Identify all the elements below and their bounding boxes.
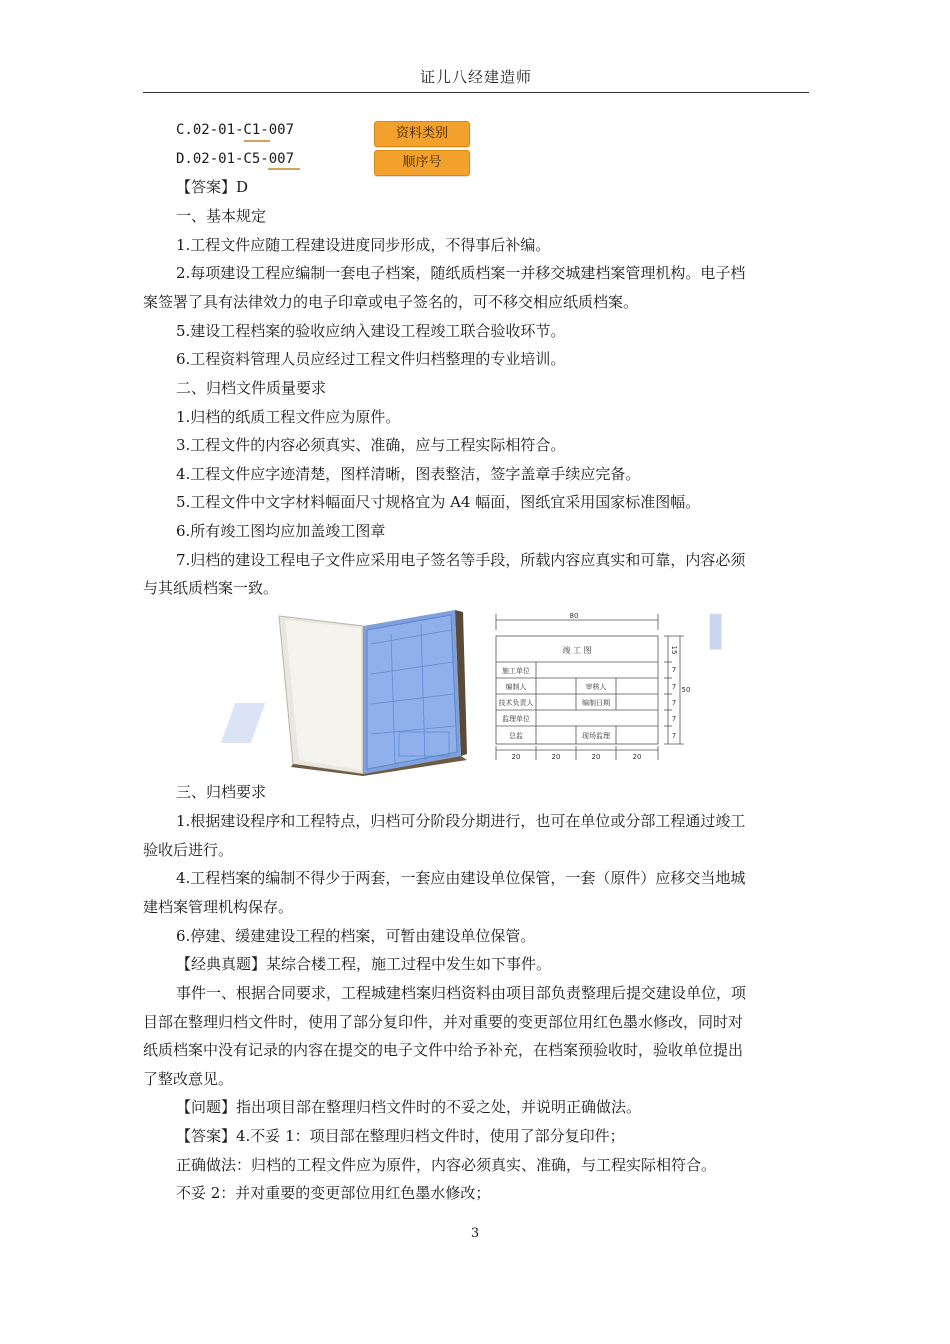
sec2-p7b: 与其纸质档案一致。 <box>143 579 279 597</box>
sec3-p4b: 建档案管理机构保存。 <box>143 898 294 916</box>
stamp-dim-total: 50 <box>681 686 691 694</box>
stamp-dim-bottom-3: 20 <box>591 753 601 761</box>
stamp-row-5: 总监 <box>509 732 523 740</box>
sec3-p1a: 1.根据建设程序和工程特点，归档可分阶段分期进行，也可在单位或分部工程通过竣工 <box>176 812 746 830</box>
section3-title: 三、归档要求 <box>176 783 267 801</box>
tag-category: 资料类别 <box>374 121 470 147</box>
stamp-row-4: 监理单位 <box>502 715 530 723</box>
option-c-text: C.02-01-C1-007 <box>176 122 295 138</box>
stamp-row-2: 编制人 <box>505 683 527 691</box>
watermark-shape-right: ▌ <box>710 615 734 650</box>
sec1-p2a: 2.每项建设工程应编制一套电子档案，随纸质档案一并移交城建档案管理机构。电子档 <box>176 264 746 282</box>
sec1-p6: 6.工程资料管理人员应经过工程文件归档整理的专业培训。 <box>176 350 566 368</box>
sec2-p5: 5.工程文件中文字材料幅面尺寸规格宜为 A4 幅面，图纸宜采用国家标准图幅。 <box>176 493 701 511</box>
stamp-dim-right-4: 7 <box>671 699 677 707</box>
sec1-p2b: 案签署了具有法律效力的电子印章或电子签名的，可不移交相应纸质档案。 <box>143 293 639 311</box>
page-header-title: 证儿八经建造师 <box>419 68 532 86</box>
stamp-dim-right-2: 7 <box>671 666 677 674</box>
watermark-shape-left <box>221 703 266 743</box>
stamp-dim-bottom-2: 20 <box>551 753 561 761</box>
exam-answer-2: 正确做法：归档的工程文件应为原件，内容必须真实、准确，与工程实际相符合。 <box>176 1156 717 1174</box>
section1-title: 一、基本规定 <box>176 207 267 225</box>
stamp-dim-right-5: 7 <box>671 715 677 723</box>
sec3-p6: 6.停建、缓建建设工程的档案，可暂由建设单位保管。 <box>176 927 536 945</box>
exam-answer-3: 不妥 2：并对重要的变更部位用红色墨水修改； <box>176 1184 491 1202</box>
sec3-p4a: 4.工程档案的编制不得少于两套，一套应由建设单位保管，一套（原件）应移交当地城 <box>176 869 746 887</box>
completion-stamp-diagram <box>488 610 694 768</box>
stamp-dim-right-6: 7 <box>671 732 677 740</box>
option-d <box>176 149 294 169</box>
option-c-underline <box>244 140 270 142</box>
stamp-dim-right-1: 15 <box>670 645 678 655</box>
section2-title: 二、归档文件质量要求 <box>176 379 327 397</box>
stamp-row-3: 技术负责人 <box>498 699 534 707</box>
option-c <box>176 120 294 140</box>
option-d-underline <box>268 168 300 170</box>
stamp-dim-bottom-1: 20 <box>511 753 521 761</box>
exam-event-line4: 了整改意见。 <box>143 1070 234 1088</box>
stamp-mid-1: 审核人 <box>585 683 607 691</box>
sec2-p3: 3.工程文件的内容必须真实、准确，应与工程实际相符合。 <box>176 436 566 454</box>
header-divider <box>143 92 809 93</box>
stamp-dim-right-3: 7 <box>671 683 677 691</box>
binder-photo <box>271 604 467 776</box>
stamp-dim-top: 80 <box>569 612 579 620</box>
sec2-p1: 1.归档的纸质工程文件应为原件。 <box>176 408 401 426</box>
sec2-p6: 6.所有竣工图均应加盖竣工图章 <box>176 522 386 540</box>
exam-answer-1: 【答案】4.不妥 1：项目部在整理归档文件时，使用了部分复印件； <box>176 1127 625 1145</box>
exam-intro: 【经典真题】某综合楼工程，施工过程中发生如下事件。 <box>176 955 552 973</box>
stamp-title: 竣 工 图 <box>562 646 592 655</box>
exam-event-line3: 纸质档案中没有记录的内容在提交的电子文件中给予补充，在档案预验收时，验收单位提出 <box>143 1041 744 1059</box>
exam-event-line1: 事件一、根据合同要求，工程城建档案归档资料由项目部负责整理后提交建设单位，项 <box>176 984 747 1002</box>
sec2-p4: 4.工程文件应字迹清楚，图样清晰，图表整洁，签字盖章手续应完备。 <box>176 465 641 483</box>
sec2-p7a: 7.归档的建设工程电子文件应采用电子签名等手段，所载内容应真实和可靠，内容必须 <box>176 551 746 569</box>
stamp-row-1: 施工单位 <box>502 667 530 675</box>
exam-question: 【问题】指出项目部在整理归档文件时的不妥之处，并说明正确做法。 <box>176 1098 642 1116</box>
exam-event-line2: 目部在整理归档文件时，使用了部分复印件，并对重要的变更部位用红色墨水修改，同时对 <box>143 1013 744 1031</box>
page-number: 3 <box>470 1226 480 1241</box>
stamp-mid-2: 编制日期 <box>582 699 610 707</box>
stamp-mid-3: 现场监理 <box>582 732 610 740</box>
tag-sequence: 顺序号 <box>374 150 470 176</box>
sec1-p5: 5.建设工程档案的验收应纳入建设工程竣工联合验收环节。 <box>176 322 566 340</box>
answer-line: 【答案】D <box>176 178 249 196</box>
stamp-dim-bottom-4: 20 <box>632 753 642 761</box>
option-d-text: D.02-01-C5-007 <box>176 151 295 167</box>
sec3-p1b: 验收后进行。 <box>143 841 234 859</box>
sec1-p1: 1.工程文件应随工程建设进度同步形成，不得事后补编。 <box>176 236 551 254</box>
